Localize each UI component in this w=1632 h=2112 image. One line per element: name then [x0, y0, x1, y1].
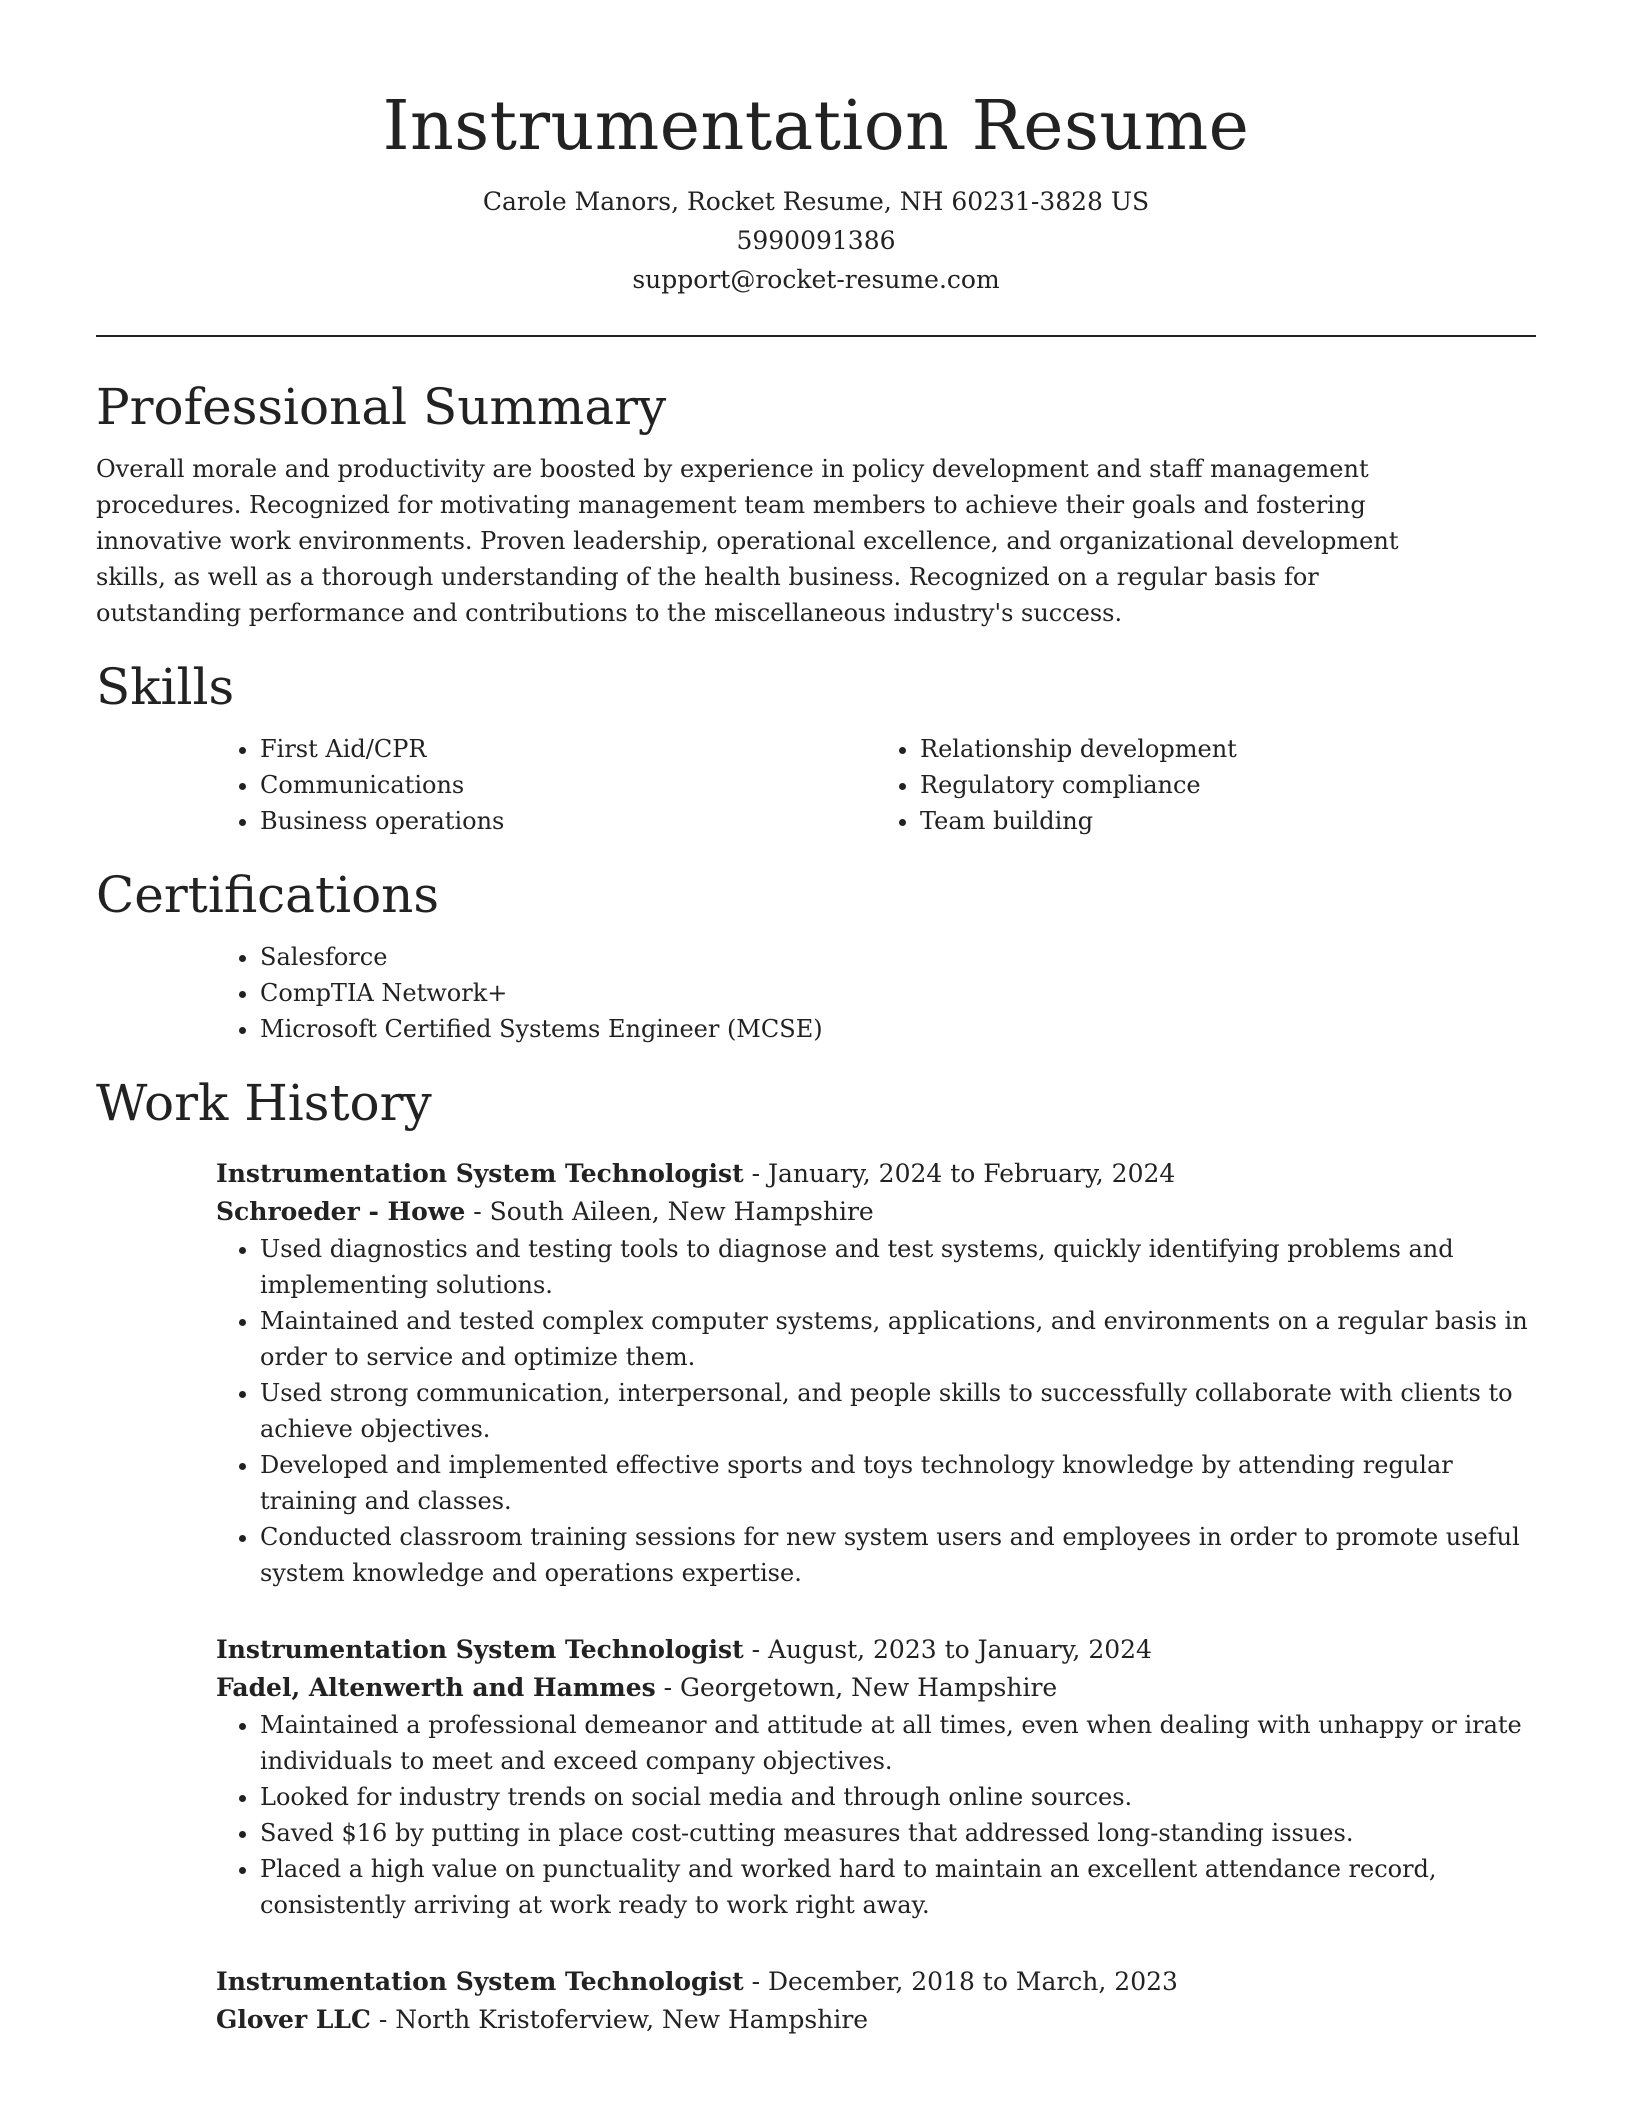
- skill-item: • Regulatory compliance: [920, 767, 1536, 803]
- certifications-body: [216, 939, 1536, 1047]
- certifications-heading: Certifications: [96, 866, 440, 924]
- job-entry: [216, 1155, 1536, 1591]
- skill-item: • Communications: [260, 767, 876, 803]
- job-title-line: [216, 1155, 1536, 1193]
- job-entry: [216, 1963, 1536, 2039]
- summary-heading: Professional Summary: [96, 378, 667, 436]
- contact-email: support@rocket-resume.com: [632, 265, 1000, 294]
- job-company: Fadel, Altenwerth and Hammes: [216, 1673, 656, 1702]
- skills-list-right: [876, 731, 1536, 839]
- job-company: Schroeder - Howe: [216, 1197, 466, 1226]
- certification-item: • CompTIA Network+: [260, 975, 1536, 1011]
- summary-text: Overall morale and productivity are boosted by experience in policy development and staff management procedures. Recognized for motivating management team members to achieve their goals and fostering innovative work environments. Proven leadership, operational excellence, and organizational development skills, as well as a thorough understanding of the health business. Recognized on a regular basis for outstanding performance and contributions to the miscellaneous industry's success.: [96, 455, 1399, 627]
- certification-item: • Salesforce: [260, 939, 1536, 975]
- skill-item: • Team building: [920, 803, 1536, 839]
- job-company: Glover LLC: [216, 2005, 371, 2034]
- job-bullet: • Developed and implemented effective sports and toys technology knowledge by attending regular training and classes.: [260, 1447, 1536, 1519]
- skills-section: [96, 657, 1536, 839]
- job-company-line: [216, 1669, 1536, 1707]
- skills-list-left: [216, 731, 876, 839]
- resume-title: Instrumentation Resume: [382, 87, 1250, 166]
- job-entry: [216, 1631, 1536, 1923]
- job-location: - Georgetown, New Hampshire: [655, 1673, 1058, 1702]
- job-location: - South Aileen, New Hampshire: [465, 1197, 874, 1226]
- certification-item: • Microsoft Certified Systems Engineer (MCSE): [260, 1011, 1536, 1047]
- skill-item: • Business operations: [260, 803, 876, 839]
- job-dates: - December, 2018 to March, 2023: [743, 1967, 1178, 1996]
- resume-page: [96, 0, 1536, 2039]
- contact-phone: 5990091386: [736, 226, 896, 255]
- job-bullet: • Placed a high value on punctuality and worked hard to maintain an excellent attendance record, consistently arriving at work ready to work right away.: [260, 1851, 1536, 1923]
- job-dates: - August, 2023 to January, 2024: [743, 1635, 1152, 1664]
- certifications-list: [216, 939, 1536, 1047]
- job-bullets: [216, 1231, 1536, 1591]
- job-bullet: • Saved $16 by putting in place cost-cutting measures that addressed long-standing issues.: [260, 1815, 1536, 1851]
- skill-item: • First Aid/CPR: [260, 731, 876, 767]
- job-bullet: • Used diagnostics and testing tools to diagnose and test systems, quickly identifying problems and implementing solutions.: [260, 1231, 1536, 1303]
- job-bullet: • Conducted classroom training sessions for new system users and employees in order to promote useful system knowledge and operations expertise.: [260, 1519, 1536, 1591]
- job-bullet: • Looked for industry trends on social media and through online sources.: [260, 1779, 1536, 1815]
- work-history-heading: Work History: [96, 1074, 432, 1132]
- contact-address: Carole Manors, Rocket Resume, NH 60231-3828 US: [482, 187, 1150, 216]
- job-title: Instrumentation System Technologist: [216, 1967, 744, 1996]
- job-title: Instrumentation System Technologist: [216, 1159, 744, 1188]
- job-company-line: [216, 2001, 1536, 2039]
- job-location: - North Kristoferview, New Hampshire: [370, 2005, 869, 2034]
- skills-heading: Skills: [96, 658, 235, 716]
- header-divider: [96, 335, 1536, 337]
- resume-header: [96, 0, 1536, 299]
- job-title-line: [216, 1963, 1536, 2001]
- job-bullet: • Maintained and tested complex computer systems, applications, and environments on a regular basis in order to service and optimize them.: [260, 1303, 1536, 1375]
- job-title-line: [216, 1631, 1536, 1669]
- skill-item: • Relationship development: [920, 731, 1536, 767]
- work-history-section: [96, 1073, 1536, 2039]
- job-bullet: • Maintained a professional demeanor and attitude at all times, even when dealing with unhappy or irate individuals to meet and exceed company objectives.: [260, 1707, 1536, 1779]
- skills-grid: [216, 731, 1536, 839]
- job-title: Instrumentation System Technologist: [216, 1635, 744, 1664]
- job-company-line: [216, 1193, 1536, 1231]
- job-bullet: • Used strong communication, interpersonal, and people skills to successfully collaborate with clients to achieve objectives.: [260, 1375, 1536, 1447]
- job-dates: - January, 2024 to February, 2024: [743, 1159, 1176, 1188]
- job-bullets: [216, 1707, 1536, 1923]
- certifications-section: [96, 865, 1536, 1047]
- summary-section: [96, 377, 1536, 631]
- contact-info: [96, 182, 1536, 299]
